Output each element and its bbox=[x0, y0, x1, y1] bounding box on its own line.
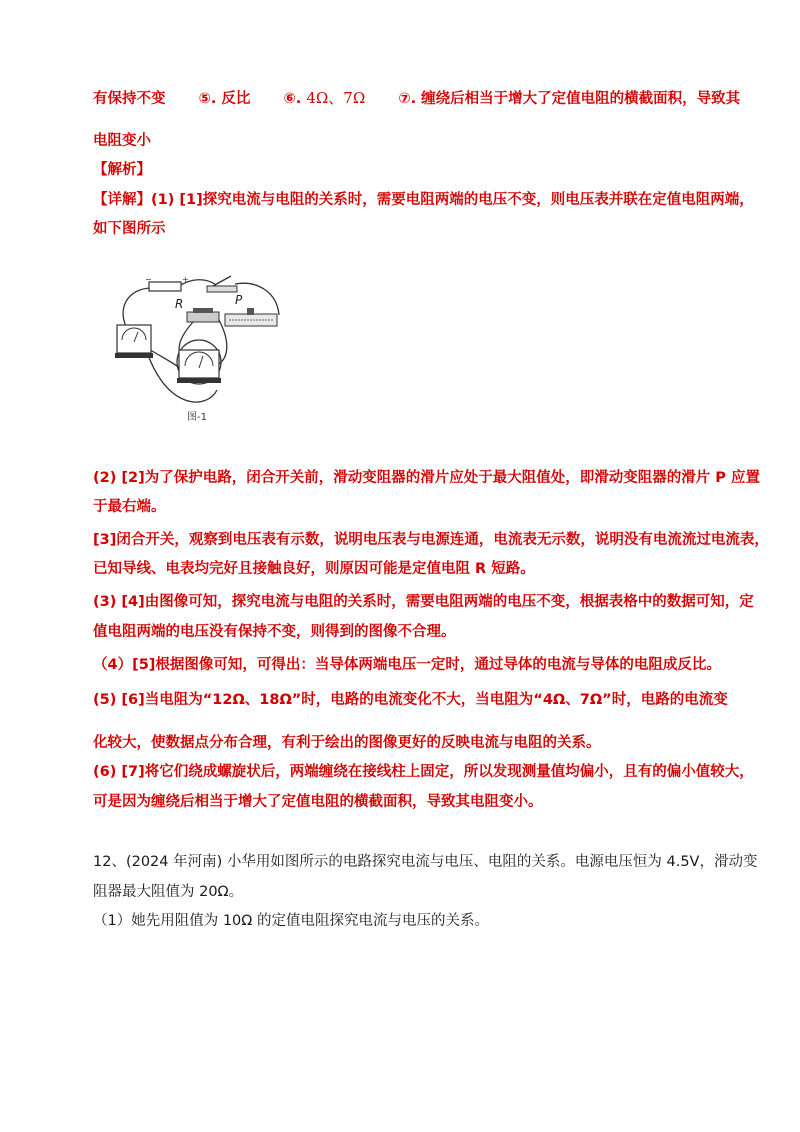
voltmeter-icon bbox=[177, 340, 221, 384]
battery-plus: + bbox=[182, 275, 189, 284]
answer-cont: 电阻变小 bbox=[93, 133, 151, 149]
switch-icon bbox=[207, 276, 237, 292]
answer-line bbox=[93, 88, 741, 109]
battery-icon bbox=[149, 282, 181, 291]
ammeter-icon bbox=[115, 325, 153, 358]
p6-line-1: (5) [6]当电阻为“12Ω、18Ω”时，电路的电流变化不大，当电阻为“4Ω、7Ω”时，电路的电流变 bbox=[93, 692, 728, 708]
p7-line-1: (6) [7]将它们绕成螺旋状后，两端缠绕在接线柱上固定，所以发现测量值均偏小，且有的偏小值较大， bbox=[93, 764, 754, 780]
answer-d: ⑦. 缠绕后相当于增大了定值电阻的横截面积，导致其 bbox=[398, 91, 741, 107]
p5-line: （4）[5]根据图像可知，可得出：当导体两端电压一定时，通过导体的电流与导体的电阻成反比。 bbox=[93, 657, 721, 673]
q12-line-1: 12、(2024 年河南) 小华用如图所示的电路探究电流与电压、电阻的关系。电源电压恒为 4.5V，滑动变 bbox=[93, 854, 758, 870]
q12-line-2: 阻器最大阻值为 20Ω。 bbox=[93, 884, 244, 900]
answer-c bbox=[283, 91, 365, 107]
answer-b: ⑤. 反比 bbox=[198, 91, 251, 107]
p7-line-2: 可是因为缠绕后相当于增大了定值电阻的横截面积，导致其电阻变小。 bbox=[93, 794, 543, 810]
p3-line-2: 已知导线、电表均完好且接触良好，则原因可能是定值电阻 R 短路。 bbox=[93, 561, 535, 577]
answer-c-prefix: ⑥. bbox=[283, 91, 307, 107]
p4-line-1: (3) [4]由图像可知，探究电流与电阻的关系时，需要电阻两端的电压不变，根据表格中的数据可知，定 bbox=[93, 594, 754, 610]
circuit-figure bbox=[107, 270, 287, 430]
p4-line-2: 值电阻两端的电压没有保持不变，则得到的图像不合理。 bbox=[93, 624, 456, 640]
answer-c-value: 4Ω、7Ω bbox=[306, 89, 366, 107]
label-p: P bbox=[235, 293, 243, 307]
detail-line-1: 【详解】(1) [1]探究电流与电阻的关系时，需要电阻两端的电压不变，则电压表并联在定值电阻两端， bbox=[93, 192, 754, 208]
p2-line-2: 于最右端。 bbox=[93, 499, 166, 515]
analysis-heading: 【解析】 bbox=[93, 162, 151, 178]
rheostat-icon bbox=[225, 308, 277, 326]
p2-line-1: (2) [2]为了保护电路，闭合开关前，滑动变阻器的滑片应处于最大阻值处，即滑动变阻器的滑片 P 应置 bbox=[93, 470, 760, 486]
resistor-icon bbox=[187, 308, 219, 322]
detail-line-2: 如下图所示 bbox=[93, 221, 166, 237]
answer-a: 有保持不变 bbox=[93, 91, 166, 107]
figure-caption: 图-1 bbox=[187, 412, 207, 423]
p3-line-1: [3]闭合开关，观察到电压表有示数，说明电压表与电源连通，电流表无示数，说明没有电流流过电流表， bbox=[93, 532, 769, 548]
p6-line-2: 化较大，使数据点分布合理，有利于绘出的图像更好的反映电流与电阻的关系。 bbox=[93, 735, 601, 751]
label-r: R bbox=[175, 297, 184, 311]
q12-line-3: （1）她先用阻值为 10Ω 的定值电阻探究电流与电压的关系。 bbox=[93, 913, 489, 929]
battery-minus: − bbox=[145, 275, 152, 284]
